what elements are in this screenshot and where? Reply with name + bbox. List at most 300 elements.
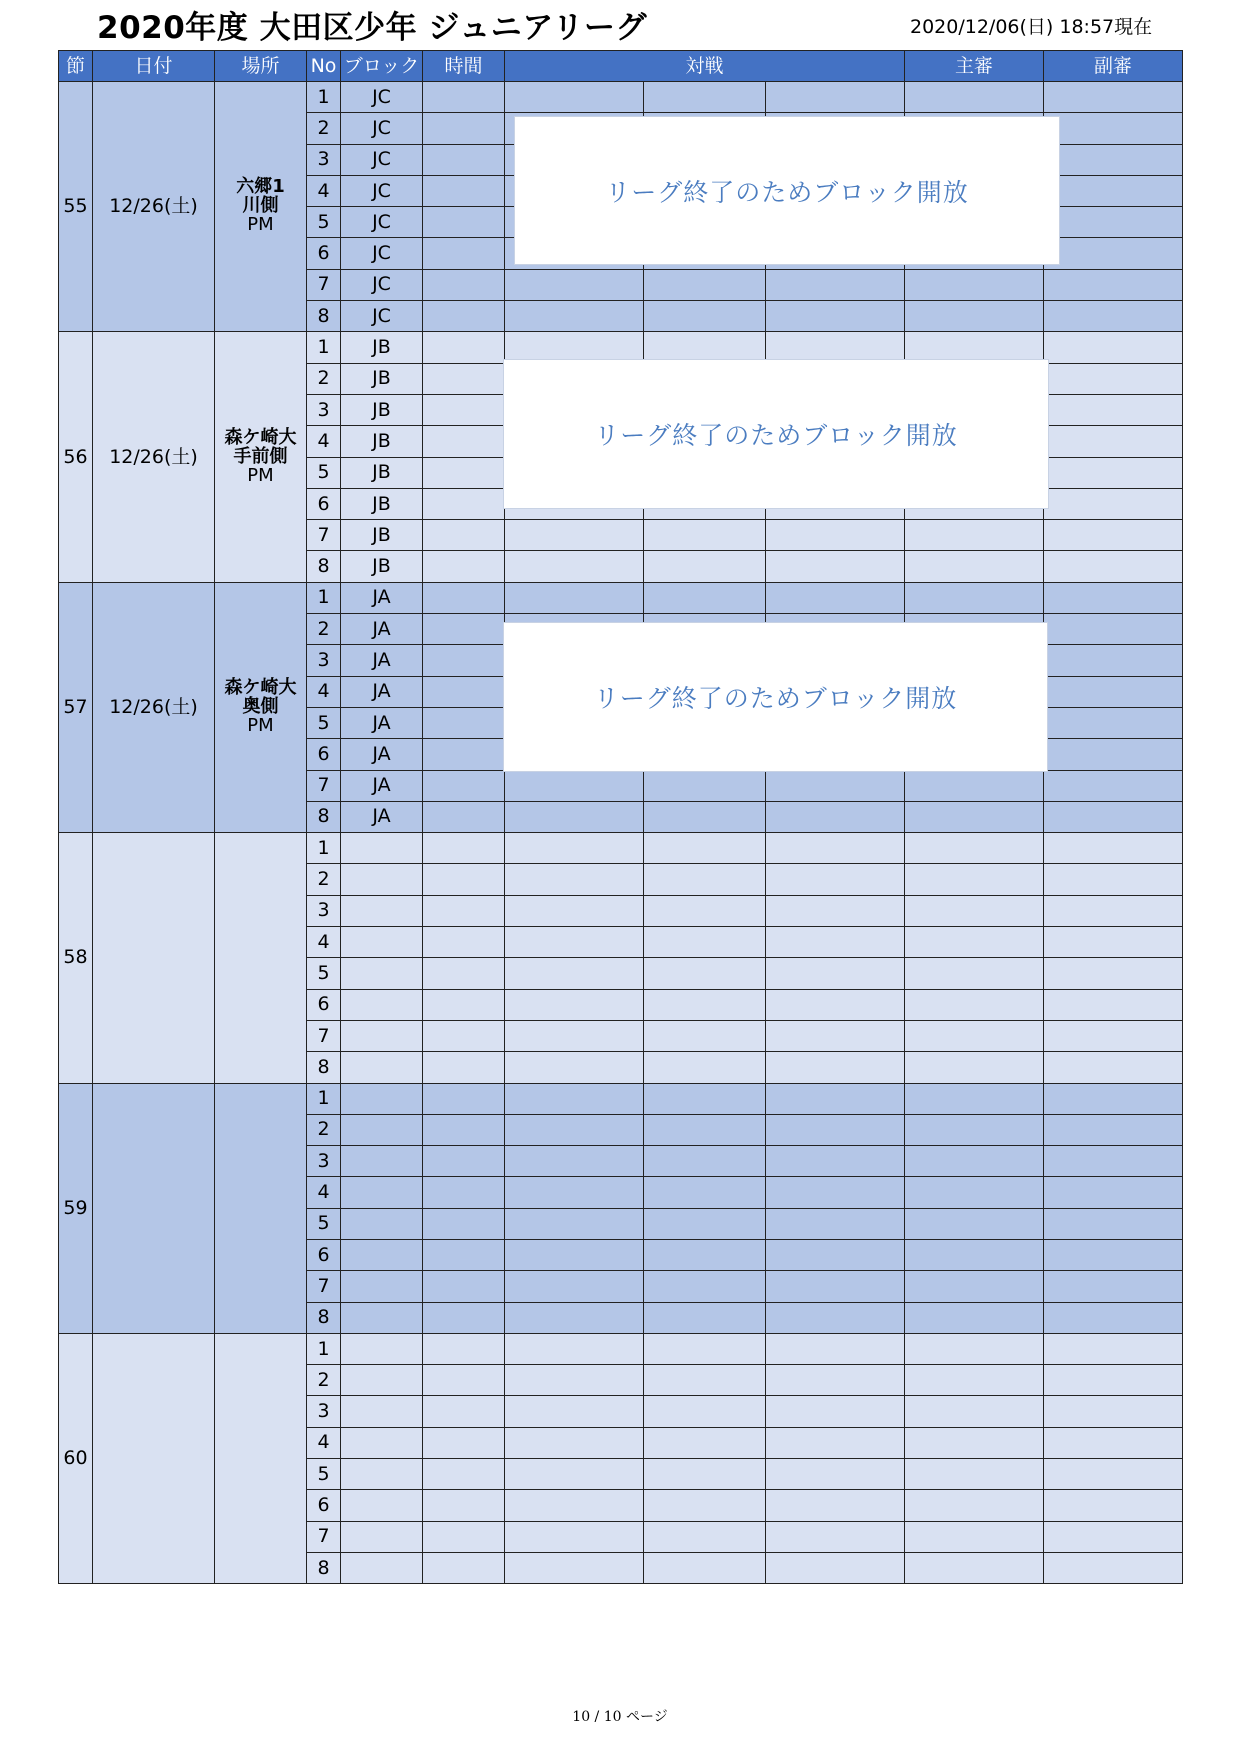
block-cell: JB: [341, 457, 423, 488]
row-number: 3: [307, 1396, 341, 1427]
referee-cell: [905, 1459, 1044, 1490]
match-vs-cell: [644, 1114, 766, 1145]
assistant-cell: [1044, 175, 1183, 206]
block-cell: JB: [341, 520, 423, 551]
block-cell: JB: [341, 426, 423, 457]
header-no: No: [307, 51, 341, 82]
header-place: 場所: [215, 51, 307, 82]
section-date: [93, 1333, 215, 1583]
match-team-a-cell: [505, 1490, 644, 1521]
referee-cell: [905, 1302, 1044, 1333]
block-cell: JA: [341, 645, 423, 676]
assistant-cell: [1044, 989, 1183, 1020]
block-cell: JB: [341, 551, 423, 582]
time-cell: [423, 801, 505, 832]
match-team-b-cell: [766, 801, 905, 832]
assistant-cell: [1044, 1521, 1183, 1552]
assistant-cell: [1044, 1365, 1183, 1396]
match-vs-cell: [644, 1020, 766, 1051]
referee-cell: [905, 958, 1044, 989]
match-team-a-cell: [505, 582, 644, 613]
match-team-b-cell: [766, 1239, 905, 1270]
referee-cell: [905, 989, 1044, 1020]
referee-cell: [905, 1052, 1044, 1083]
header-row: [59, 51, 1183, 82]
block-cell: [341, 1490, 423, 1521]
row-number: 2: [307, 864, 341, 895]
block-cell: JA: [341, 739, 423, 770]
section-place: [215, 582, 307, 832]
block-cell: JA: [341, 707, 423, 738]
time-cell: [423, 488, 505, 519]
row-number: 5: [307, 457, 341, 488]
header-time: 時間: [423, 51, 505, 82]
time-cell: [423, 144, 505, 175]
time-cell: [423, 1020, 505, 1051]
referee-cell: [905, 1114, 1044, 1145]
row-number: 4: [307, 1427, 341, 1458]
time-cell: [423, 1552, 505, 1583]
match-team-a-cell: [505, 895, 644, 926]
row-number: 6: [307, 1490, 341, 1521]
row-number: 4: [307, 676, 341, 707]
match-vs-cell: [644, 1302, 766, 1333]
block-cell: JC: [341, 82, 423, 113]
table-row: [59, 833, 1183, 864]
match-vs-cell: [644, 1052, 766, 1083]
time-cell: [423, 1333, 505, 1364]
match-vs-cell: [644, 582, 766, 613]
referee-cell: [905, 1333, 1044, 1364]
row-number: 6: [307, 238, 341, 269]
match-vs-cell: [644, 833, 766, 864]
assistant-cell: [1044, 1459, 1183, 1490]
section-place: [215, 82, 307, 332]
place-line: PM: [247, 714, 274, 736]
time-cell: [423, 269, 505, 300]
referee-cell: [905, 1365, 1044, 1396]
match-vs-cell: [644, 958, 766, 989]
row-number: 1: [307, 82, 341, 113]
row-number: 7: [307, 1521, 341, 1552]
assistant-cell: [1044, 958, 1183, 989]
assistant-cell: [1044, 676, 1183, 707]
row-number: 2: [307, 363, 341, 394]
header-date: 日付: [93, 51, 215, 82]
match-team-b-cell: [766, 958, 905, 989]
row-number: 1: [307, 332, 341, 363]
time-cell: [423, 707, 505, 738]
referee-cell: [905, 1146, 1044, 1177]
match-vs-cell: [644, 801, 766, 832]
row-number: 5: [307, 958, 341, 989]
time-cell: [423, 676, 505, 707]
match-team-a-cell: [505, 1302, 644, 1333]
block-cell: [341, 1552, 423, 1583]
match-team-a-cell: [505, 551, 644, 582]
time-cell: [423, 363, 505, 394]
match-vs-cell: [644, 895, 766, 926]
block-cell: JB: [341, 332, 423, 363]
match-vs-cell: [644, 1490, 766, 1521]
match-team-b-cell: [766, 895, 905, 926]
time-cell: [423, 739, 505, 770]
timestamp: 2020/12/06(日) 18:57現在: [910, 16, 1153, 38]
assistant-cell: [1044, 1208, 1183, 1239]
match-team-a-cell: [505, 1239, 644, 1270]
row-number: 4: [307, 927, 341, 958]
assistant-cell: [1044, 457, 1183, 488]
block-cell: [341, 1177, 423, 1208]
row-number: 7: [307, 1271, 341, 1302]
time-cell: [423, 958, 505, 989]
assistant-cell: [1044, 426, 1183, 457]
block-cell: [341, 1114, 423, 1145]
row-number: 6: [307, 488, 341, 519]
row-number: 1: [307, 582, 341, 613]
match-team-a-cell: [505, 1396, 644, 1427]
referee-cell: [905, 895, 1044, 926]
row-number: 4: [307, 1177, 341, 1208]
assistant-cell: [1044, 1427, 1183, 1458]
block-cell: JB: [341, 394, 423, 425]
match-team-a-cell: [505, 833, 644, 864]
match-team-b-cell: [766, 551, 905, 582]
row-number: 1: [307, 1333, 341, 1364]
block-cell: [341, 833, 423, 864]
time-cell: [423, 1427, 505, 1458]
match-team-a-cell: [505, 301, 644, 332]
match-team-b-cell: [766, 1396, 905, 1427]
block-cell: JC: [341, 301, 423, 332]
row-number: 5: [307, 707, 341, 738]
block-cell: JC: [341, 207, 423, 238]
match-team-b-cell: [766, 1552, 905, 1583]
block-cell: [341, 1052, 423, 1083]
match-vs-cell: [644, 864, 766, 895]
block-cell: [341, 1239, 423, 1270]
block-cell: [341, 1427, 423, 1458]
row-number: 8: [307, 1552, 341, 1583]
assistant-cell: [1044, 1052, 1183, 1083]
assistant-cell: [1044, 301, 1183, 332]
match-vs-cell: [644, 1208, 766, 1239]
match-team-b-cell: [766, 1427, 905, 1458]
referee-cell: [905, 1083, 1044, 1114]
match-team-a-cell: [505, 1521, 644, 1552]
time-cell: [423, 1177, 505, 1208]
assistant-cell: [1044, 1239, 1183, 1270]
time-cell: [423, 426, 505, 457]
match-team-b-cell: [766, 1365, 905, 1396]
time-cell: [423, 614, 505, 645]
time-cell: [423, 833, 505, 864]
block-cell: JA: [341, 801, 423, 832]
match-team-a-cell: [505, 1271, 644, 1302]
place-line: 奥側: [242, 695, 279, 717]
match-vs-cell: [644, 520, 766, 551]
time-cell: [423, 1114, 505, 1145]
time-cell: [423, 927, 505, 958]
assistant-cell: [1044, 363, 1183, 394]
section-date: 12/26(土): [93, 82, 215, 332]
block-cell: [341, 895, 423, 926]
assistant-cell: [1044, 1177, 1183, 1208]
time-cell: [423, 238, 505, 269]
block-cell: [341, 927, 423, 958]
block-cell: [341, 1302, 423, 1333]
block-cell: JC: [341, 269, 423, 300]
assistant-cell: [1044, 488, 1183, 519]
referee-cell: [905, 1239, 1044, 1270]
assistant-cell: [1044, 551, 1183, 582]
match-team-b-cell: [766, 1052, 905, 1083]
match-vs-cell: [644, 1396, 766, 1427]
match-team-b-cell: [766, 1208, 905, 1239]
row-number: 6: [307, 989, 341, 1020]
time-cell: [423, 770, 505, 801]
time-cell: [423, 520, 505, 551]
match-vs-cell: [644, 1177, 766, 1208]
block-cell: JC: [341, 175, 423, 206]
match-team-a-cell: [505, 1177, 644, 1208]
row-number: 5: [307, 1208, 341, 1239]
assistant-cell: [1044, 1114, 1183, 1145]
assistant-cell: [1044, 1552, 1183, 1583]
section-number: 59: [59, 1083, 93, 1333]
match-team-a-cell: [505, 1459, 644, 1490]
block-cell: [341, 1083, 423, 1114]
section-place: [215, 1083, 307, 1333]
place-line: 六郷1: [236, 176, 285, 198]
referee-cell: [905, 1020, 1044, 1051]
assistant-cell: [1044, 1271, 1183, 1302]
match-team-a-cell: [505, 1083, 644, 1114]
match-team-a-cell: [505, 1333, 644, 1364]
block-cell: [341, 1271, 423, 1302]
match-vs-cell: [644, 1427, 766, 1458]
block-cell: JA: [341, 582, 423, 613]
match-team-a-cell: [505, 82, 644, 113]
row-number: 2: [307, 113, 341, 144]
match-team-b-cell: [766, 301, 905, 332]
assistant-cell: [1044, 144, 1183, 175]
row-number: 8: [307, 1302, 341, 1333]
time-cell: [423, 113, 505, 144]
time-cell: [423, 989, 505, 1020]
header-block: ブロック: [341, 51, 423, 82]
match-vs-cell: [644, 551, 766, 582]
match-team-b-cell: [766, 269, 905, 300]
referee-cell: [905, 833, 1044, 864]
row-number: 4: [307, 175, 341, 206]
assistant-cell: [1044, 1020, 1183, 1051]
section-date: 12/26(土): [93, 582, 215, 832]
header-referee: 主審: [905, 51, 1044, 82]
row-number: 7: [307, 1020, 341, 1051]
match-vs-cell: [644, 1552, 766, 1583]
match-team-b-cell: [766, 770, 905, 801]
assistant-cell: [1044, 927, 1183, 958]
time-cell: [423, 1083, 505, 1114]
assistant-cell: [1044, 1396, 1183, 1427]
assistant-cell: [1044, 864, 1183, 895]
assistant-cell: [1044, 238, 1183, 269]
match-vs-cell: [644, 301, 766, 332]
header-assistant: 副審: [1044, 51, 1183, 82]
time-cell: [423, 394, 505, 425]
match-team-b-cell: [766, 1146, 905, 1177]
match-team-b-cell: [766, 520, 905, 551]
assistant-cell: [1044, 895, 1183, 926]
referee-cell: [905, 82, 1044, 113]
assistant-cell: [1044, 207, 1183, 238]
page-number-footer: 10 / 10 ページ: [572, 1709, 668, 1725]
section-number: 56: [59, 332, 93, 582]
block-cell: JC: [341, 144, 423, 175]
referee-cell: [905, 1396, 1044, 1427]
block-open-notice-55: リーグ終了のためブロック開放: [514, 116, 1060, 265]
match-team-b-cell: [766, 833, 905, 864]
time-cell: [423, 457, 505, 488]
match-vs-cell: [644, 1239, 766, 1270]
match-team-a-cell: [505, 1146, 644, 1177]
block-cell: JC: [341, 113, 423, 144]
time-cell: [423, 82, 505, 113]
block-cell: [341, 1208, 423, 1239]
place-line: 川側: [242, 195, 279, 217]
time-cell: [423, 301, 505, 332]
time-cell: [423, 1239, 505, 1270]
table-row: [59, 1333, 1183, 1364]
match-team-a-cell: [505, 989, 644, 1020]
block-open-notice-57: リーグ終了のためブロック開放: [503, 622, 1048, 772]
match-team-a-cell: [505, 1114, 644, 1145]
assistant-cell: [1044, 1333, 1183, 1364]
row-number: 6: [307, 739, 341, 770]
section-number: 58: [59, 833, 93, 1083]
assistant-cell: [1044, 332, 1183, 363]
block-cell: JA: [341, 676, 423, 707]
time-cell: [423, 895, 505, 926]
block-cell: [341, 1146, 423, 1177]
assistant-cell: [1044, 1146, 1183, 1177]
section-number: 57: [59, 582, 93, 832]
block-cell: [341, 1333, 423, 1364]
assistant-cell: [1044, 582, 1183, 613]
block-cell: [341, 864, 423, 895]
match-team-a-cell: [505, 269, 644, 300]
referee-cell: [905, 582, 1044, 613]
time-cell: [423, 1459, 505, 1490]
match-team-a-cell: [505, 1552, 644, 1583]
match-team-a-cell: [505, 958, 644, 989]
assistant-cell: [1044, 645, 1183, 676]
match-team-b-cell: [766, 1333, 905, 1364]
time-cell: [423, 1146, 505, 1177]
assistant-cell: [1044, 82, 1183, 113]
row-number: 8: [307, 551, 341, 582]
row-number: 6: [307, 1239, 341, 1270]
match-team-a-cell: [505, 1052, 644, 1083]
row-number: 4: [307, 426, 341, 457]
assistant-cell: [1044, 739, 1183, 770]
time-cell: [423, 551, 505, 582]
row-number: 8: [307, 801, 341, 832]
table-row: [59, 82, 1183, 113]
referee-cell: [905, 520, 1044, 551]
match-team-b-cell: [766, 1020, 905, 1051]
referee-cell: [905, 301, 1044, 332]
match-team-b-cell: [766, 1271, 905, 1302]
time-cell: [423, 1521, 505, 1552]
row-number: 2: [307, 1365, 341, 1396]
referee-cell: [905, 1552, 1044, 1583]
assistant-cell: [1044, 520, 1183, 551]
referee-cell: [905, 801, 1044, 832]
block-cell: [341, 1396, 423, 1427]
block-cell: [341, 1459, 423, 1490]
referee-cell: [905, 1177, 1044, 1208]
time-cell: [423, 645, 505, 676]
match-team-a-cell: [505, 801, 644, 832]
match-vs-cell: [644, 770, 766, 801]
row-number: 8: [307, 301, 341, 332]
assistant-cell: [1044, 801, 1183, 832]
place-line: 手前側: [233, 445, 288, 467]
referee-cell: [905, 269, 1044, 300]
match-team-b-cell: [766, 1459, 905, 1490]
time-cell: [423, 1052, 505, 1083]
match-team-a-cell: [505, 927, 644, 958]
section-date: 12/26(土): [93, 332, 215, 582]
match-team-a-cell: [505, 1208, 644, 1239]
row-number: 3: [307, 895, 341, 926]
section-date: [93, 1083, 215, 1333]
referee-cell: [905, 864, 1044, 895]
time-cell: [423, 1490, 505, 1521]
match-team-b-cell: [766, 1490, 905, 1521]
match-team-a-cell: [505, 1020, 644, 1051]
referee-cell: [905, 1521, 1044, 1552]
match-team-b-cell: [766, 1521, 905, 1552]
assistant-cell: [1044, 394, 1183, 425]
block-cell: JB: [341, 363, 423, 394]
row-number: 2: [307, 1114, 341, 1145]
match-vs-cell: [644, 1459, 766, 1490]
assistant-cell: [1044, 707, 1183, 738]
match-team-b-cell: [766, 864, 905, 895]
match-team-b-cell: [766, 582, 905, 613]
block-open-notice-56: リーグ終了のためブロック開放: [503, 359, 1049, 509]
referee-cell: [905, 1427, 1044, 1458]
match-vs-cell: [644, 989, 766, 1020]
place-line: 森ケ崎大: [224, 426, 297, 448]
match-team-b-cell: [766, 1114, 905, 1145]
row-number: 3: [307, 1146, 341, 1177]
referee-cell: [905, 1208, 1044, 1239]
row-number: 3: [307, 394, 341, 425]
match-team-a-cell: [505, 1427, 644, 1458]
table-row: [59, 582, 1183, 613]
time-cell: [423, 1208, 505, 1239]
match-vs-cell: [644, 1333, 766, 1364]
row-number: 8: [307, 1052, 341, 1083]
place-line: PM: [247, 214, 274, 236]
match-team-b-cell: [766, 927, 905, 958]
match-team-a-cell: [505, 520, 644, 551]
block-cell: [341, 958, 423, 989]
